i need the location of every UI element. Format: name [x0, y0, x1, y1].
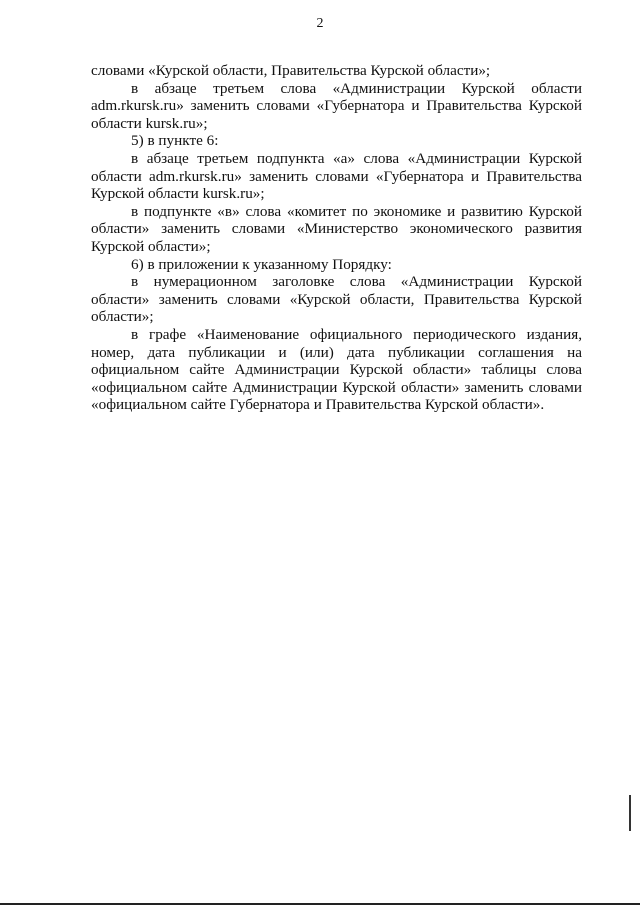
paragraph-item-5: 5) в пункте 6:: [131, 132, 219, 150]
paragraph-abzats-third: в абзаце третьем слова «Администрации Курской области adm.rkursk.ru» заменить словами «Губернатора и Правительства Курской области kursk.ru»;: [91, 79, 582, 132]
scan-edge-mark: [629, 795, 631, 831]
paragraph-continuation: словами «Курской области, Правительства Курской области»;: [91, 62, 491, 79]
document-body: [91, 62, 582, 414]
paragraph-item-6: 6) в приложении к указанному Порядку:: [131, 255, 392, 273]
paragraph-subitem-a: в абзаце третьем подпункта «а» слова «Администрации Курской области adm.rkursk.ru» заменить словами «Губернатора и Правительства Курской области kursk.ru»;: [91, 149, 582, 203]
paragraph-numbering-header: в нумерационном заголовке слова «Администрации Курской области» заменить словами «Курской области, Правительства Курской области»;: [91, 273, 582, 326]
paragraph-table-column: в графе «Наименование официального периодического издания, номер, дата публикации и (или) дата публикации соглашения на официальном сайте Администрации Курской области» таблицы слова «официальном сайте Администрации Курской области» заменить словами «официальном сайте Губернатора и Правительства Курской области».: [91, 325, 582, 414]
paragraph-subitem-v: в подпункте «в» слова «комитет по экономике и развитию Курской области» заменить словами «Министерство экономического развития Курской области»;: [91, 202, 582, 255]
page-number: 2: [316, 16, 324, 31]
